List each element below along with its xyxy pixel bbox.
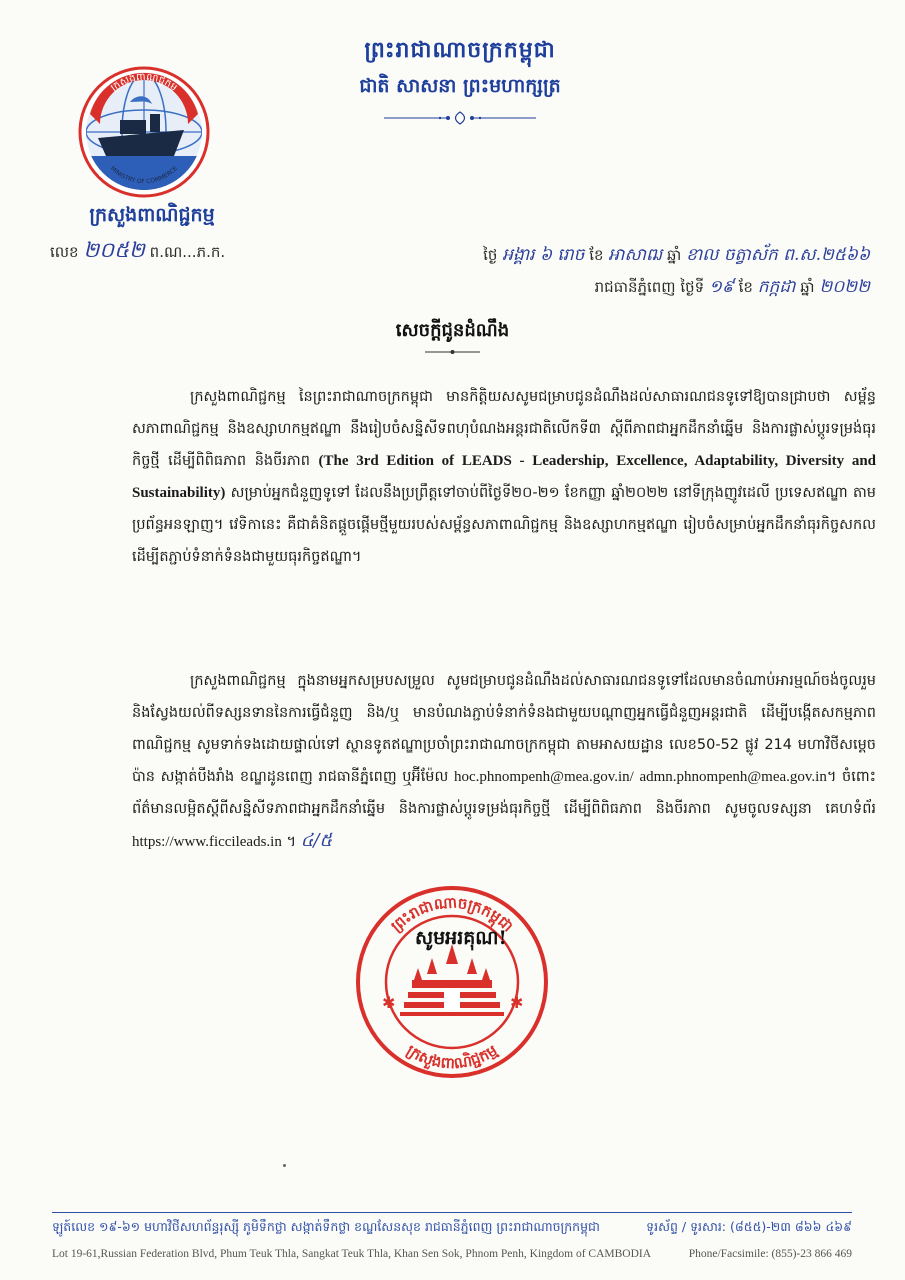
logo-caption: MINISTRY OF COMMERCE xyxy=(108,165,180,186)
solar-month-handwritten: កក្កដា xyxy=(757,277,796,297)
website-link[interactable]: https://www.ficcileads.in xyxy=(132,834,282,850)
seal-top-text: ព្រះរាជាណាចក្រកម្ពុជា xyxy=(387,893,517,936)
solar-date-line xyxy=(390,276,870,301)
lunar-month-handwritten: អាសាឍ xyxy=(608,245,663,265)
paragraph-1 xyxy=(132,381,876,573)
lunar-prefix: ថ្ងៃ xyxy=(483,246,498,264)
closing-thanks: សូមអរគុណ! xyxy=(415,927,507,949)
document-title: សេចក្ដីជូនដំណឹង xyxy=(395,320,510,341)
lunar-day-handwritten: អង្គារ ៦ រោច xyxy=(502,245,585,265)
p2-text-b: ។ ចំពោះព័ត៌មានលម្អិតស្ដីពីសន្និសីទភាពជាអ្នកដឹកនាំឆ្នើម និងការផ្លាស់ប្ដូរទម្រង់ធុរកិច្ចថ្មី ដើម្បីពិពិធភាព និងចីរភាព សូមចូលទស្សនា គេហទំព័រ xyxy=(132,769,877,817)
footer-phone-kh: ទូរស័ព្ទ / ទូរសារ: (៨៥៥)-២៣ ៨៦៦ ៤៦៩ xyxy=(646,1219,852,1234)
p1-event-name: (The 3rd Edition of LEADS - Leadership, Excellence, Adaptability, Diversity and Sustainability) xyxy=(132,453,876,501)
reference-suffix: ព.ណ...ភ.ក. xyxy=(149,243,226,261)
ornament-divider xyxy=(380,110,540,126)
solar-year-handwritten: ២០២២ xyxy=(819,277,870,297)
email-link-hoc[interactable]: hoc.phnompenh@mea.gov.in/ xyxy=(453,769,634,785)
footer-english xyxy=(52,1248,852,1260)
seal-star-right: ✱ xyxy=(510,993,524,1012)
solar-year-label: ឆ្នាំ xyxy=(800,278,815,296)
p1-text-b: សម្រាប់អ្នកជំនួញទូទៅ ដែលនឹងប្រព្រឹត្តទៅចាប់ពីថ្ងៃទី២០-២១ ខែកញ្ញា ឆ្នាំ២០២២ នៅទីក្រុងញូវដេលី ប្រទេសឥណ្ឌា តាមប្រព័ន្ធអនឡាញ។ វេទិកានេះ គឺជាគំនិតផ្ដួចផ្ដើមថ្មីមួយរបស់សម្ព័ន្ធសភាពាណិជ្ជកម្ម និងឧស្សាហកម្មឥណ្ឌា រៀបចំសម្រាប់អ្នកដឹកនាំធុរកិច្ចសកល ដើម្បីតភ្ជាប់ទំនាក់ទំនងជាមួយធុរកិច្ចឥណ្ឌា។ xyxy=(132,485,877,565)
p2-end: ។ xyxy=(286,834,297,850)
angkor-temple-icon xyxy=(400,944,504,1016)
reference-number-handwritten: ២០៥២ xyxy=(83,238,145,262)
ministry-name: ក្រសួងពាណិជ្ជកម្ម xyxy=(89,204,215,226)
footer-khmer xyxy=(52,1219,852,1238)
kingdom-heading: ព្រះរាជាណាចក្រកម្ពុជា xyxy=(364,37,556,63)
reference-prefix: លេខ xyxy=(50,243,79,261)
lunar-year-handwritten: ខាល ចត្វាស័ក ព.ស.២៥៦៦ xyxy=(686,245,870,265)
solar-month-label: ខែ xyxy=(738,278,753,296)
seal-bottom-text: ក្រសួងពាណិជ្ជកម្ម xyxy=(403,1041,501,1073)
lunar-month-label: ខែ xyxy=(589,246,604,264)
lunar-year-label: ឆ្នាំ xyxy=(667,246,682,264)
stray-mark xyxy=(283,1164,286,1167)
email-link-admn[interactable]: admn.phnompenh@mea.gov.in xyxy=(639,769,827,785)
lunar-date-line xyxy=(390,244,870,269)
footer-phone-en: Phone/Facsimile: (855)-23 866 469 xyxy=(688,1248,852,1260)
footer-address-en: Lot 19-61,Russian Federation Blvd, Phum Teuk Thla, Sangkat Teuk Thla, Khan Sen Sok, Phnom Penh, Kingdom of CAMBODIA xyxy=(52,1248,652,1260)
logo-banner-text: ក្រសួងពាណិជ្ជកម្ម xyxy=(108,71,180,94)
ministry-seal-stamp xyxy=(352,882,552,1082)
footer-divider xyxy=(52,1212,852,1213)
handwritten-initials: ៤/៥ xyxy=(300,830,333,851)
ministry-logo xyxy=(76,64,212,200)
footer-address-kh: ឡូត៍លេខ ១៩-៦១ មហាវិថីសហព័ន្ធរុស្ស៊ី ភូមិទឹកថ្លា សង្កាត់ទឹកថ្លា ខណ្ឌសែនសុខ រាជធានីភ្នំពេញ ព្រះរាជាណាចក្រកម្ពុជា xyxy=(52,1219,600,1234)
solar-day-handwritten: ១៩ xyxy=(708,277,734,297)
reference-number xyxy=(50,237,225,268)
p1-text-a: ក្រសួងពាណិជ្ជកម្ម នៃព្រះរាជាណាចក្រកម្ពុជា មានកិត្តិយសសូមជម្រាបជូនដំណឹងដល់សាធារណជនទូទៅឱ្យបានជ្រាបថា សម្ព័ន្ធសភាពាណិជ្ជកម្ម និងឧស្សាហកម្មឥណ្ឌា នឹងរៀបចំសន្និសីទពហុបំណងអន្តរជាតិលើកទី៣ ស្ដីពីភាពជាអ្នកដឹកនាំឆ្នើម និងការផ្លាស់ប្ដូរទម្រង់ធុរកិច្ចថ្មី ដើម្បីពិពិធភាព និងចីរភាព xyxy=(132,389,876,469)
national-motto: ជាតិ សាសនា ព្រះមហាក្សត្រ xyxy=(359,75,561,97)
p2-text-a: ក្រសួងពាណិជ្ជកម្ម ក្នុងនាមអ្នកសម្របសម្រួល សូមជម្រាបជូនដំណឹងដល់សាធារណជនទូទៅដែលមានចំណាប់អារម្មណ៍ចង់ចូលរួម និងស្វែងយល់ពីទស្សនទាននៃការធ្វើជំនួញ និង/ឬ មានបំណងភ្ជាប់ទំនាក់ទំនងជាមួយបណ្ដាញអ្នកធ្វើជំនួញអន្តរជាតិ ដើម្បីបង្កើតសកម្មភាពពាណិជ្ជកម្ម សូមទាក់ទងដោយផ្ទាល់ទៅ ស្ថានទូតឥណ្ឌាប្រចាំព្រះរាជាណាចក្រកម្ពុជា តាមអាសយដ្ឋាន លេខ50-52 ផ្លូវ 214 មហាវិថីសម្ដេចប៉ាន សង្កាត់បឹងរាំង ខណ្ឌដូនពេញ រាជធានីភ្នំពេញ ឬអ៊ីម៉ែល xyxy=(132,673,876,785)
seal-star-left: ✱ xyxy=(382,993,396,1012)
paragraph-2 xyxy=(132,665,876,858)
solar-prefix: រាជធានីភ្នំពេញ ថ្ងៃទី xyxy=(594,278,705,296)
title-underline xyxy=(425,349,480,355)
